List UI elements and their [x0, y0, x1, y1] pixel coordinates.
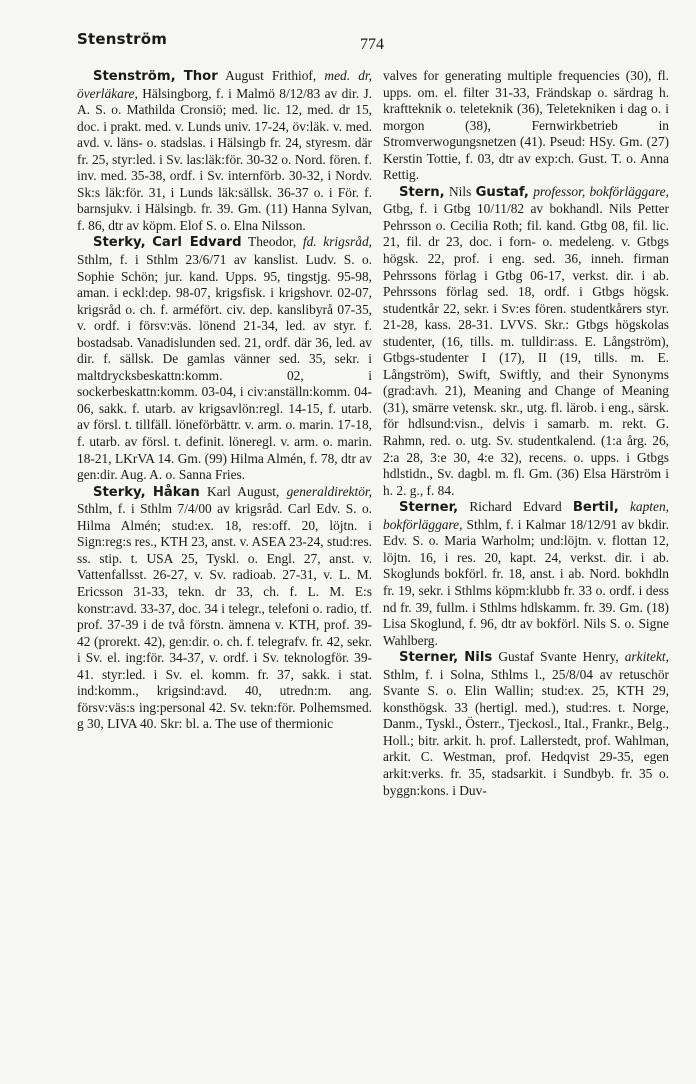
entry-continuation	[383, 68, 669, 184]
entry-surname: Sterner,	[399, 650, 459, 666]
left-column	[77, 68, 372, 733]
entry-sterky-hakan	[77, 484, 372, 733]
entry-occupation: arkitekt,	[624, 649, 669, 665]
entry-body: Gtbg, f. i Gtbg 10/11/82 av bokhandl. Nils Petter Pehrsson o. Cecilia Roth; fil. kand. Gtbg 08, fil. lic. 21, fil. dr 23, doc. i forn- o. medeleng. v. Gtbgs högsk. 22, prof. i eng. sed. 36, inneh. firman Pehrssons förlag i Gtbg 06-17, verkst. dir. i ab. Pehrssons förlag sed. 18, ordf. i Gtbgs högsk. studentkår 22, sekr. i Sv:es fören. studentkårers styr. 21-28, kass. 28-31. LVVS. Skr.: Gtbgs högskolas studenter, (16, tills. m. tulldir:ass. E. Långström), Gtbgs-studenter I (17), II (19, tills. m. E. Långström), Swift, Swiftly, and their Synonyms (grad:avh. 21), Meaning and Change of Meaning (31), smärre vetensk. skr., utg. fl. lärob. i eng., särsk. för hdlsund:visn., delvis i samarb. m. rekt. G. Rahmn, red. o. utg. Sv. studentkalend. (1:a årg. 26, 2:a 28, 3:e 30, 4:e 32), recens. o. upps. i Gtbgs hdlstidn., Sv. dagbl. m. fl. Gm. (36) Elsa Härström i h. 2. g., f. 84.	[383, 201, 669, 498]
entry-occupation: kapten, bokförläggare,	[383, 499, 669, 532]
entry-given-name: Thor	[183, 69, 218, 84]
entry-sterner-bertil	[383, 499, 669, 649]
entry-given-pre: Richard Edvard	[469, 499, 562, 515]
entry-occupation: fd. krigsråd,	[302, 234, 372, 250]
entry-given-rest: Theodor,	[248, 234, 297, 250]
page-number: 774	[360, 36, 384, 53]
entry-body: Hälsingborg, f. i Malmö 8/12/83 av dir. J. A. S. o. Mathilda Cronsiö; med. lic. 12, med. dr 15, doc. i prakt. med. v. Lunds univ. 17-24, öv:läk. v. med. avd. v. läns- o. stadslas. i Hälsingb fr. 24, styresm. där fr. 25, styr:led. i Sv. las:läk:för. 30-32 o. Nord. fören. f. inv. med. 35-38, ordf. i Sv. internförb. 30-32, i Nordv. Sk:s läk:för. 31, i Lunds läk:sällsk. 36-37 o. i För. f. barnsjukv. i Hälsingb. fr. 39. Gm. (11) Hanna Sylvan, f. 86, dtr av köpm. Elof S. o. Elna Nilsson.	[77, 85, 373, 233]
entry-body: Sthlm, f. i Sthlm 7/4/00 av krigsråd. Carl Edv. S. o. Hilma Almén; stud:ex. 18, res:off. 20, löjtn. i Sign:reg:s res., KTH 23, anst. v. ASEA 23-24, stud:res. ss. stip. t. USA 25, Tyskl. o. Engl. 27, anst. v. Vattenfallsst. 26-27, v. Sv. radioab. 27-31, v. L. M. Ericsson 31-33, tekn. dr 33, ch. f. L. M. E:s konstr:avd. 33-37, doc. 34 i telegr., telefoni o. radio, tf. prof. 37-39 i de två förstn. ämnena v. KTH, prof. 39-42 (prorekt. 42), gen:dir. o. ch. f. telegrafv. fr. 42, sekr. i Sv. el. ing:för. 34-37, v. ordf. i Sv. teknologför. 39-41. styr:led. i Sv. el. komm. fr. 37, sakk. i stat. ind:komm., krigsind:avd. 40, utredn:m. ang. försv:väs:s ing:personal 42. Sv. tekn:för. Polhemsmed. g 30, LIVA 40. Skr: bl. a. The use of thermionic	[77, 501, 372, 732]
entry-given-name: Håkan	[152, 484, 200, 500]
entry-given-name: Bertil,	[572, 500, 619, 516]
entry-body: valves for generating multiple frequencies (30), fl. upps. om. el. filter 31-33, Frändskap o. särdrag h. kraftteknik o. teleteknik (36), Teletekniken i dag o. i morgon (38), Fernwirkbetrieb in Stromverwogungsnetzen (41). Pseud: HSy. Gm. (27) Kerstin Tottie, f. 03, dtr av exp:ch. Gust. T. o. Anna Rettig.	[383, 68, 669, 183]
right-column	[383, 68, 669, 799]
entry-stenstrom-thor	[77, 68, 372, 234]
entry-given-rest: Karl August,	[207, 483, 280, 499]
entry-surname: Stenström,	[93, 69, 176, 84]
entry-stern-gustaf	[383, 184, 669, 499]
running-head: Stenström	[77, 30, 168, 48]
entry-given-name: Carl Edvard	[152, 235, 242, 251]
entry-sterky-carl-edvard	[77, 234, 372, 483]
entry-occupation: generaldirektör,	[286, 483, 372, 499]
entry-given-name: Nils	[464, 650, 493, 666]
entry-sterner-nils	[383, 649, 669, 799]
entry-body: Sthlm, f. i Kalmar 18/12/91 av bkdir. Edv. S. o. Maria Warholm; und:löjtn. v. flottan 12, löjtn. 16, i res. 20, kapt. 24, verkst. dir. i ab. Skoglunds bokförl. fr. 18, anst. i ab. Nord. bokhdln fr. 19, sekr. i Sthlms köpm:klubb fr. 33 o. ordf. i dess nd fr. 39, fullm. i Sthlms hdlskamm. fr. 39. Gm. (18) Lisa Skoglund, f. 96, dtr av bokförl. Nils S. o. Signe Wahlberg.	[383, 516, 669, 648]
entry-given-pre: Nils	[448, 183, 472, 199]
entry-surname: Sterky,	[93, 484, 146, 500]
entry-given-rest: August Frithiof,	[225, 68, 317, 83]
entry-surname: Sterky,	[93, 235, 146, 251]
entry-body: Sthlm, f. i Sthlm 23/6/71 av kanslist. Ludv. S. o. Sophie Schön; jur. kand. Upps. 95, tingstjg. 95-98, aman. i eckl:dep. 98-07, krigsfisk. i krigshovr. 02-07, krigsråd o. ch. f. arméfört. civ. dep. kanslibyrå 07-35, v. ordf. i försv:väs. lönend 21-34, led. av styr. f. bostadsab. Vanadislunden sed. 21, ordf. där 36, led. av dir. f. sällsk. De gamlas vänner sed. 35, sekr. i maltdrycksbeskattn:komm. 02, i sockerbeskattn:komm. 03-04, i civ:anställn:komm. 04-06, sakk. f. utarb. av krigsavlön:regl. 14-15, f. utarb. av försl. t. tillfäll. löneförbättr. v. arm. o. marin. 17-18, f. utarb. av försl. t. definit. löneregl. v. arm. o. marin. 18-21, LKrVA 14. Gm. (99) Hilma Almén, f. 78, dtr av gen:dir. Aug. A. o. Sanna Fries.	[77, 252, 372, 483]
entry-surname: Sterner,	[399, 500, 459, 516]
entry-given-name: Gustaf,	[475, 184, 529, 200]
entry-surname: Stern,	[399, 184, 445, 200]
entry-occupation: professor, bokförläggare,	[533, 183, 669, 199]
entry-body: Sthlm, f. i Solna, Sthlms l., 25/8/04 av retuschör Svante S. o. Elin Wallin; stud:ex. 25, KTH 29, konsthögsk. 33 (hertigl. med.), stud:res. t. Norge, Danm., Tyskl., Österr., Tjeckosl., Ital., Frankr., Belg., Holl.; bitr. arkit. h. prof. Lallerstedt, prof. Wahlman, arkit. C. Westman, prof. Hedqvist 29-35, egen arkit:verks. fr. 35, stadsarkit. i Sundbyb. fr. 35 o. byggn:kons. i Duv-	[383, 666, 669, 798]
entry-occupation: med. dr, överläkare,	[77, 68, 372, 101]
entry-given-rest: Gustaf Svante Henry,	[498, 649, 619, 665]
